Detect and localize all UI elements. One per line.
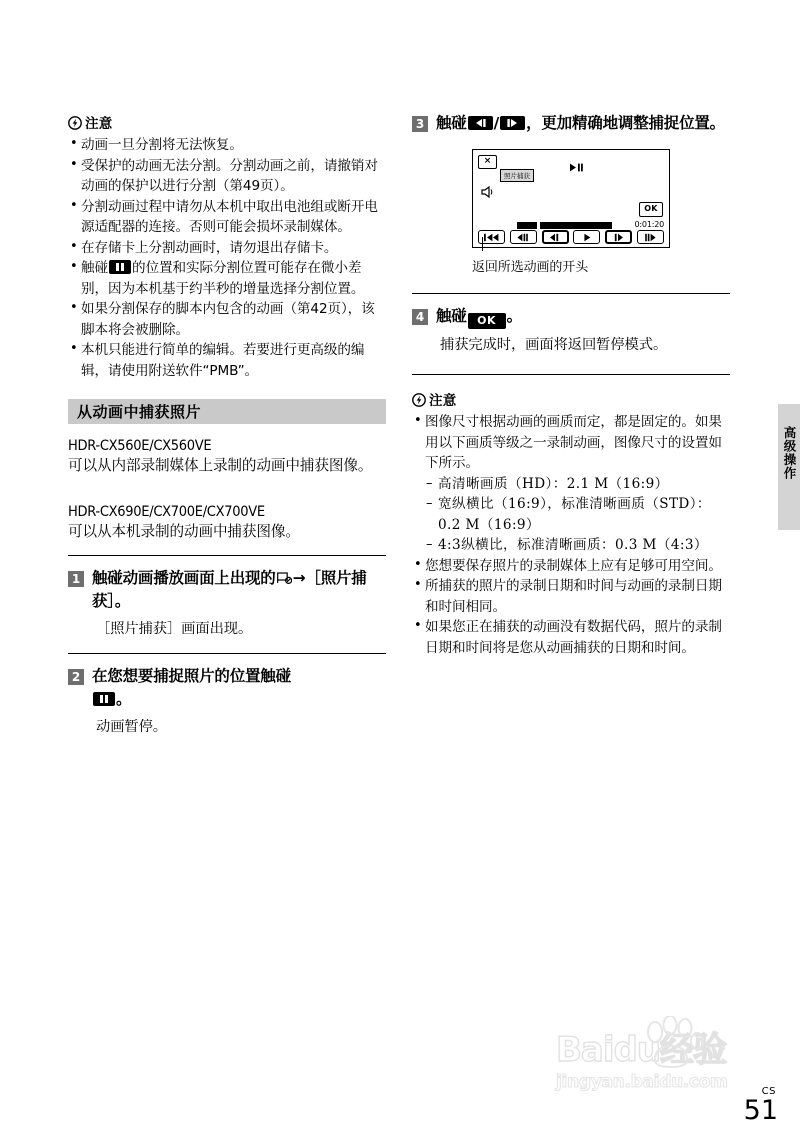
language-marker: CS — [761, 1086, 776, 1097]
step-title-text: 。 — [116, 690, 132, 708]
step-2 — [68, 665, 386, 738]
step-title-text: 。 — [506, 307, 522, 325]
note-item — [68, 340, 386, 381]
lcd-button-row — [473, 230, 669, 244]
note-item — [68, 156, 386, 197]
section-title: 从动画中捕获照片 — [77, 403, 202, 421]
notes-heading — [68, 112, 386, 132]
step-title-text: 在您想要捕捉照片的位置触碰 — [92, 667, 291, 685]
side-tab — [778, 404, 800, 530]
step-title — [436, 305, 730, 329]
step-description: 动画暂停。 — [96, 719, 167, 735]
note-item — [412, 556, 730, 577]
divider — [68, 555, 386, 556]
right-notes-list — [412, 412, 730, 658]
note-text: 受保护的动画无法分割。分割动画之前，请撤销对动画的保护以进行分割（第49页）。 — [81, 157, 378, 194]
play-icon[interactable] — [573, 230, 600, 244]
step-body — [436, 305, 730, 356]
photo-capture-menu-icon — [277, 569, 292, 582]
step-title — [436, 112, 730, 135]
lcd-figure — [412, 149, 730, 275]
note-text: 触碰 — [81, 260, 108, 276]
divider — [412, 293, 730, 294]
step-title-text: 触碰 — [436, 307, 467, 325]
note-item — [68, 135, 386, 156]
close-icon: × — [478, 155, 497, 169]
watermark — [556, 1030, 771, 1110]
page-number — [744, 1087, 778, 1124]
frame-reverse-small-icon[interactable] — [510, 230, 537, 244]
frame-forward-button-icon — [500, 116, 525, 130]
lcd-screen-illustration — [472, 149, 670, 248]
note-text: 在存储卡上分割动画时，请勿退出存储卡。 — [81, 239, 338, 256]
play-pause-icon — [569, 157, 585, 166]
step-number: 2 — [68, 669, 84, 685]
timecode: 0:01:20 — [634, 220, 664, 229]
note-text: 宽纵横比（16:9），标准清晰画质（STD）：0.2 M（16:9） — [438, 496, 711, 533]
note-text: 如果您正在捕获的动画没有数据代码，照片的录制日期和时间将是您从动画捕获的日期和时间。 — [425, 619, 722, 656]
watermark-url: jingyan.baidu.com — [556, 1072, 728, 1092]
notes-heading — [412, 389, 730, 409]
note-subitem — [412, 474, 730, 495]
speaker-icon — [481, 183, 494, 195]
step-title-separator: / — [493, 114, 500, 132]
step-description: ［照片捕获］画面出现。 — [96, 621, 253, 637]
figure-caption: 返回所选动画的开头 — [472, 260, 589, 275]
step-title — [92, 665, 386, 711]
note-bolt-icon — [412, 392, 426, 406]
note-item — [412, 576, 730, 617]
frame-forward-small-icon[interactable] — [637, 230, 664, 244]
left-column — [68, 112, 386, 738]
note-bolt-icon — [68, 115, 82, 129]
step-number: 1 — [68, 571, 84, 587]
note-text: 所捕获的照片的录制日期和时间与动画的录制日期和时间相同。 — [425, 578, 722, 615]
step-description: 捕获完成时，画面将返回暂停模式。 — [440, 337, 668, 353]
notes-heading-label: 注意 — [85, 116, 113, 132]
note-text: 的位置和实际分割位置可能存在微小差别，因为本机基于约半秒的增量选择分割位置。 — [81, 260, 365, 297]
note-item — [412, 412, 730, 474]
divider — [412, 374, 730, 375]
model-description: 可以从内部录制媒体上录制的动画中捕获图像。 — [68, 457, 373, 474]
page-number-value: 51 — [743, 1095, 778, 1126]
step-body — [436, 112, 730, 135]
note-text: 动画一旦分割将无法恢复。 — [81, 137, 243, 153]
lcd-ok-button[interactable]: OK — [639, 202, 663, 217]
caption-leader-line — [482, 237, 483, 251]
note-item — [68, 258, 386, 299]
step-title-text: 触碰 — [436, 114, 467, 132]
notes-heading-label: 注意 — [429, 393, 457, 409]
photo-capture-tag: 照片捕获 — [500, 169, 534, 182]
step-number: 4 — [412, 309, 428, 325]
frame-forward-icon[interactable] — [605, 230, 632, 244]
step-title — [92, 567, 386, 613]
note-text: 如果分割保存的脚本内包含的动画（第42页），该脚本将会被删除。 — [81, 301, 375, 338]
progress-knob[interactable] — [537, 221, 540, 230]
figure-caption-wrap — [472, 248, 670, 275]
paw-print-icon — [641, 1016, 707, 1068]
watermark-brand: Baidu经验 — [556, 1030, 727, 1070]
frame-reverse-button-icon — [468, 116, 493, 130]
step-title-text: ，更加精确地调整捕捉位置。 — [526, 114, 725, 132]
model-description: 可以从本机录制的动画中捕获图像。 — [68, 523, 300, 540]
note-subitem — [412, 535, 730, 556]
note-text: 您想要保存照片的录制媒体上应有足够可用空间。 — [425, 557, 722, 574]
note-subitem — [412, 494, 730, 535]
note-text: 4:3纵横比，标准清晰画质：0.3 M（4:3） — [438, 537, 708, 553]
note-text: 高清晰画质（HD）：2.1 M（16:9） — [438, 475, 669, 492]
left-notes-list — [68, 135, 386, 381]
note-text: 图像尺寸根据动画的画质而定，都是固定的。如果用以下画质等级之一录制动画，图像尺寸的设置如下所示。 — [425, 414, 722, 471]
right-column — [412, 112, 730, 658]
step-4 — [412, 305, 730, 356]
note-text: 分割动画过程中请勿从本机中取出电池组或断开电源适配器的连接。否则可能会损坏录制媒体。 — [81, 198, 378, 235]
model-name: HDR-CX560E/CX560VE — [68, 438, 212, 454]
note-text: 本机只能进行简单的编辑。若要进行更高级的编辑，请使用附送软件“PMB”。 — [81, 342, 365, 379]
side-tab-label: 高级操作 — [782, 426, 797, 480]
note-item — [68, 238, 386, 259]
frame-reverse-icon[interactable] — [542, 230, 569, 244]
divider — [68, 653, 386, 654]
step-title-text: →［照片捕获］。 — [92, 569, 367, 610]
pause-button-icon — [93, 692, 115, 706]
note-item — [68, 299, 386, 340]
note-item — [412, 617, 730, 658]
step-body — [92, 665, 386, 738]
step-body — [92, 567, 386, 640]
ok-button-icon: OK — [468, 313, 506, 329]
step-1 — [68, 567, 386, 640]
section-header — [68, 399, 386, 424]
note-item — [68, 197, 386, 238]
model-name: HDR-CX690E/CX700E/CX700VE — [68, 504, 265, 520]
step-number: 3 — [412, 116, 428, 132]
pause-button-icon — [109, 260, 131, 274]
playback-progress-bar[interactable] — [517, 222, 612, 229]
step-3 — [412, 112, 730, 135]
step-title-text: 触碰动画播放画面上出现的 — [92, 569, 276, 587]
